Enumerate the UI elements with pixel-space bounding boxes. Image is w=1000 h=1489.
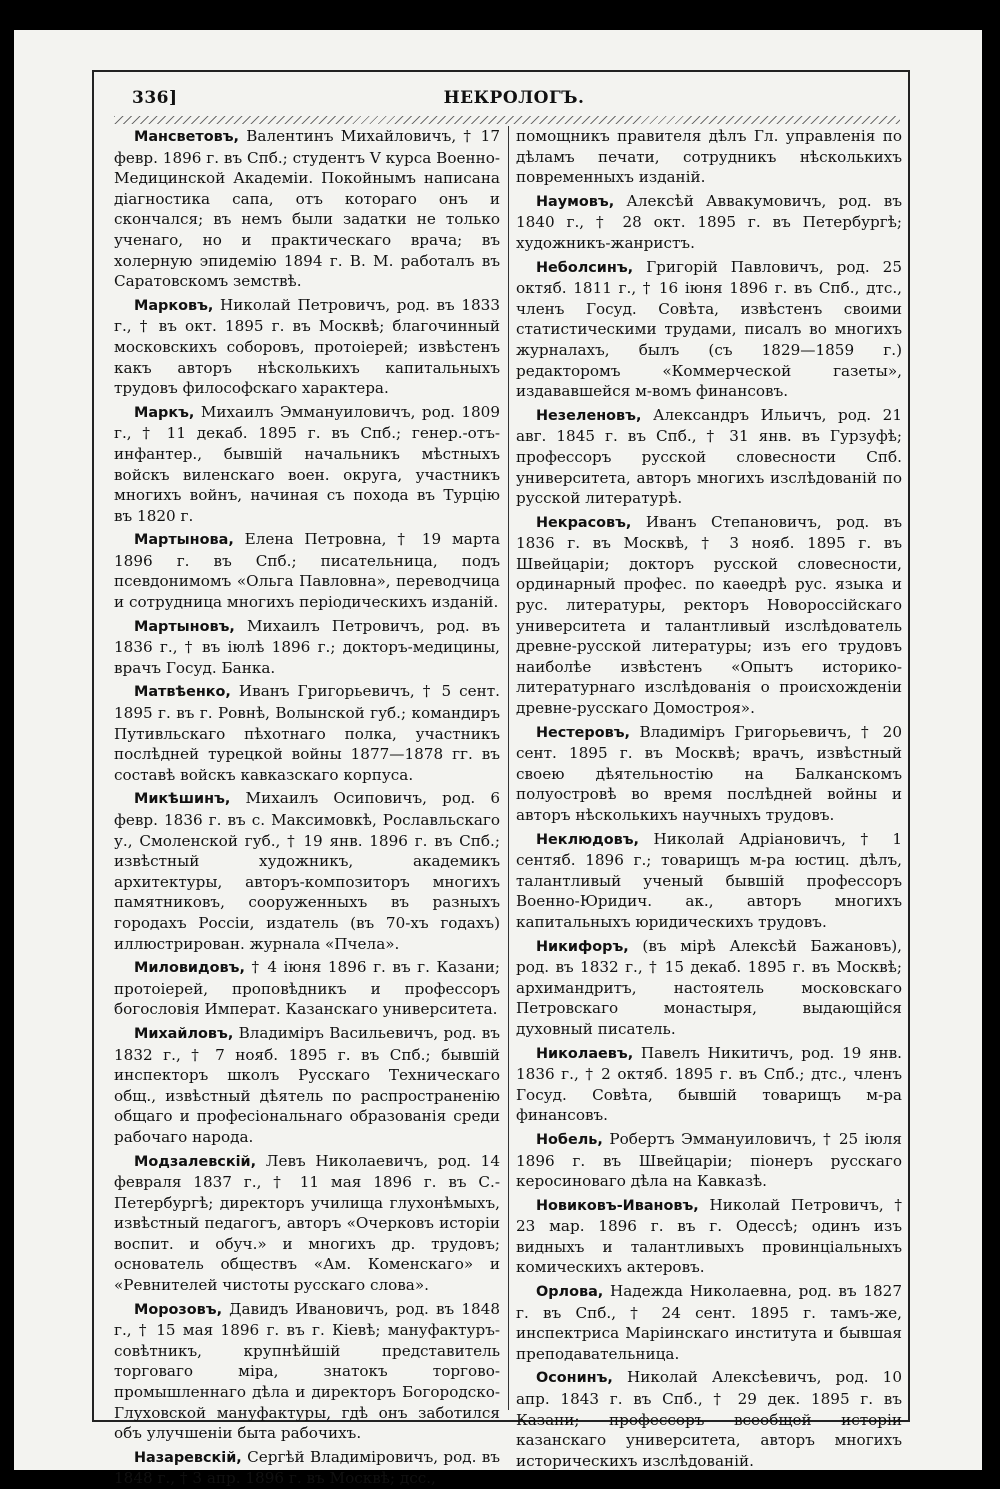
obituary-entry	[516, 829, 902, 933]
entry-text: Владимiръ Васильевичъ, род. въ 1832 г., † 7 нояб. 1895 г. въ Спб.; бывшiй инспекторъ школъ Русскаго Техническаго общ., извѣстный дѣятель по распространенiю общаго и професiональнаго образованiя среди рабочаго народа.	[114, 1023, 500, 1146]
obituary-entry	[516, 936, 902, 1040]
entry-text: помощникъ правителя дѣлъ Гл. управленiя по дѣламъ печати, сотрудникъ нѣсколькихъ повременныхъ изданiй.	[516, 127, 902, 187]
obituary-entry	[114, 295, 500, 399]
entry-text: Григорiй Павловичъ, род. 25 октяб. 1811 г., † 16 iюня 1896 г. въ Спб., дтс., членъ Госуд. Совѣта, извѣстенъ своими статистическими трудами, писалъ во многихъ журналахъ, былъ (съ 1829—1859 г.) редакторомъ «Коммерческой газеты», издававшейся м-вомъ финансовъ.	[516, 257, 902, 401]
entry-name: Мартынова,	[134, 532, 234, 549]
column-divider	[508, 126, 509, 1410]
entry-text: Иванъ Степановичъ, род. въ 1836 г. въ Москвѣ, † 3 нояб. 1895 г. въ Швейцарiи; докторъ русской словесности, ординарный профес. по каѳедрѣ рус. языка и рус. литературы, ректоръ Новороссiйскаго университета и талантливый изслѣдователь древне-русской литературы; изъ его трудовъ наиболѣе извѣстенъ «Опытъ историко-литературнаго изслѣдованiя о происхожденiи древне-русскаго Домостроя».	[516, 512, 902, 718]
entry-text: Левъ Николаевичъ, род. 14 февраля 1837 г., † 11 мая 1896 г. въ С.-Петербургѣ; директоръ училища глухонѣмыхъ, извѣстный педагогъ, авторъ «Очерковъ исторiи воспит. и обуч.» и многихъ др. трудовъ; основатель обществъ «Ам. Коменскаго» и «Ревнителей чистоты русскаго слова».	[114, 1151, 500, 1295]
entry-text: Павелъ Никитичъ, род. 19 янв. 1836 г., † 2 октяб. 1895 г. въ Спб.; дтс., членъ Госуд. Совѣта, бывшiй товарищъ м-ра финансовъ.	[516, 1043, 902, 1125]
page-header	[130, 86, 898, 112]
entry-text: Владимiръ Григорьевичъ, † 20 сент. 1895 г. въ Москвѣ; врачъ, извѣстный своею дѣятельностiю на Балканскомъ полуостровѣ во время послѣдней войны и авторъ нѣсколькихъ научныхъ трудовъ.	[516, 722, 902, 824]
entry-name: Неклюдовъ,	[536, 831, 639, 848]
entry-text: Николай Петровичъ, род. въ 1833 г., † въ окт. 1895 г. въ Москвѣ; благочинный московскихъ соборовъ, протоiерей; извѣстенъ какъ авторъ нѣсколькихъ капитальныхъ трудовъ философскаго характера.	[114, 295, 500, 398]
obituary-entry	[516, 1043, 902, 1126]
entry-text: Валентинъ Михайловичъ, † 17 февр. 1896 г. въ Спб.; студентъ V курса Военно-Медицинской Академiи. Покойнымъ написана дiагностика сапа, отъ котораго онъ и скончался; въ немъ были задатки не только ученаго, но и практическаго врача; въ холерную эпидемiю 1894 г. В. М. работалъ въ Саратовскомъ земствѣ.	[114, 127, 500, 291]
entry-name: Незеленовъ,	[536, 407, 642, 424]
page-number: 336]	[132, 88, 178, 108]
obituary-entry	[114, 788, 500, 954]
entry-name: Микѣшинъ,	[134, 791, 231, 808]
obituary-entry	[516, 126, 902, 188]
entry-name: Матвѣенко,	[134, 684, 231, 701]
entry-name: Нобель,	[536, 1131, 603, 1148]
entry-text: Надежда Николаевна, род. въ 1827 г. въ Спб., † 24 сент. 1895 г. тамъ-же, инспектриса Марiинскаго института и бывшая преподавательница.	[516, 1282, 902, 1363]
entry-text: Робертъ Эммануиловичъ, † 25 iюля 1896 г. въ Швейцарiи; пiонеръ русскаго керосиноваго дѣла на Кавказѣ.	[516, 1129, 902, 1191]
entry-text: Иванъ Григорьевичъ, † 5 сент. 1895 г. въ г. Ровнѣ, Волынской губ.; командиръ Путивльскаго пѣхотнаго полка, участникъ послѣдней турецкой войны 1877—1878 гг. въ составѣ войскъ кавказскаго корпуса.	[114, 682, 500, 784]
obituary-entry	[114, 681, 500, 785]
obituary-entry	[114, 1151, 500, 1296]
obituary-entry	[516, 722, 902, 826]
obituary-entry	[516, 257, 902, 402]
entry-name: Орлова,	[536, 1284, 604, 1301]
obituary-entry	[516, 512, 902, 719]
entry-text: Михаилъ Петровичъ, род. въ 1836 г., † въ iюлѣ 1896 г.; докторъ-медицины, врачъ Госуд. Банка.	[114, 616, 500, 677]
entry-name: Нестеровъ,	[536, 724, 631, 741]
entry-name: Новиковъ-Ивановъ,	[536, 1197, 699, 1214]
obituary-entry	[516, 191, 902, 254]
entry-name: Морозовъ,	[134, 1301, 223, 1318]
entry-text: (въ мiрѣ Алексѣй Бажановъ), род. въ 1832 г., † 15 декаб. 1895 г. въ Москвѣ; архимандритъ, настоятель московскаго Петровскаго монастыря, выдающiйся духовный писатель.	[516, 936, 902, 1038]
entry-name: Некрасовъ,	[536, 514, 632, 531]
entry-name: Неболсинъ,	[536, 259, 634, 276]
entry-text: Елена Петровна, † 19 марта 1896 г. въ Спб.; писательница, подъ псевдонимомъ «Ольга Павловна», переводчица и сотрудница многихъ перiодическихъ изданiй.	[114, 530, 500, 612]
entry-name: Маркъ,	[134, 404, 195, 421]
entry-name: Назаревскiй,	[134, 1449, 242, 1466]
obituary-entry	[516, 1367, 902, 1471]
obituary-entry	[516, 1195, 902, 1278]
entry-name: Никифоръ,	[536, 938, 629, 955]
entry-name: Михайловъ,	[134, 1025, 234, 1042]
entry-text: Давидъ Ивановичъ, род. въ 1848 г., † 15 мая 1896 г. въ г. Кiевѣ; мануфактуръ-совѣтникъ, крупнѣйшiй представитель торговаго мiра, знатокъ торгово-промышленнаго дѣла и директоръ Богородско-Глуховской мануфактуры, гдѣ онъ заботился объ улучшенiи быта рабочихъ.	[114, 1299, 500, 1443]
obituary-entry	[516, 405, 902, 509]
entry-name: Марковъ,	[134, 297, 214, 314]
entry-name: Модзалевскiй,	[134, 1153, 257, 1170]
entry-text: Сергѣй Владимiровичъ, род. въ 1848 г., † 3 апр. 1896 г. въ Москвѣ; дсс.,	[114, 1447, 500, 1488]
obituary-entry	[114, 1447, 500, 1489]
obituary-entry	[114, 1023, 500, 1148]
entry-name: Наумовъ,	[536, 193, 615, 210]
obituary-entry	[114, 957, 500, 1020]
header-rule	[114, 116, 900, 124]
entry-text: Николай Петровичъ, † 23 мар. 1896 г. въ г. Одессѣ; одинъ изъ видныхъ и талантливыхъ провинцiальныхъ комическихъ актеровъ.	[516, 1195, 902, 1277]
right-column	[516, 126, 902, 1470]
entry-text: Николай Адрiановичъ, † 1 сентяб. 1896 г.; товарищъ м-ра юстиц. дѣлъ, талантливый ученый бывшiй профессоръ Военно-Юридич. ак., авторъ многихъ капитальныхъ юридическихъ трудовъ.	[516, 829, 902, 931]
entry-name: Миловидовъ,	[134, 960, 245, 977]
obituary-entry	[114, 616, 500, 679]
entry-text: Алексѣй Аввакумовичъ, род. въ 1840 г., † 28 окт. 1895 г. въ Петербургѣ; художникъ-жанристъ.	[516, 191, 902, 252]
entry-name: Николаевъ,	[536, 1045, 634, 1062]
entry-text: Николай Алексѣевичъ, род. 10 апр. 1843 г. въ Спб., † 29 дек. 1895 г. въ Казани; профессоръ всеобщей исторiи казанскаго университета, авторъ многихъ историческихъ изслѣдованiй.	[516, 1368, 902, 1470]
obituary-entry	[114, 126, 500, 292]
entry-text: † 4 iюня 1896 г. въ г. Казани; протоiерей, проповѣдникъ и профессоръ богословiя Императ. Казанскаго университета.	[114, 958, 500, 1019]
left-column	[114, 126, 500, 1488]
page-title: НЕКРОЛОГЪ.	[443, 88, 585, 108]
obituary-entry	[114, 402, 500, 527]
entry-text: Михаилъ Осиповичъ, род. 6 февр. 1836 г. въ с. Максимовкѣ, Рославльскаго у., Смоленской губ., † 19 янв. 1896 г. въ Спб.; извѣстный художникъ, академикъ архитектуры, авторъ-композиторъ многихъ памятниковъ, сооруженныхъ въ разныхъ городахъ Россiи, издатель (въ 70-хъ годахъ) иллюстрирован. журнала «Пчела».	[114, 789, 500, 953]
entry-name: Осонинъ,	[536, 1370, 613, 1387]
entry-name: Мартыновъ,	[134, 618, 235, 635]
entry-name: Мансветовъ,	[134, 129, 239, 145]
entry-text: Александръ Ильичъ, род. 21 авг. 1845 г. въ Спб., † 31 янв. въ Гурзуфѣ; профессоръ русской словесности Спб. университета, авторъ многихъ изслѣдованiй по русской литературѣ.	[516, 405, 902, 508]
obituary-entry	[516, 1281, 902, 1364]
obituary-entry	[114, 529, 500, 612]
obituary-entry	[114, 1299, 500, 1444]
obituary-entry	[516, 1129, 902, 1192]
entry-text: Михаилъ Эммануиловичъ, род. 1809 г., † 11 декаб. 1895 г. въ Спб.; генер.-отъ-инфантер., бывшiй начальникъ мѣстныхъ войскъ виленскаго воен. округа, участникъ многихъ войнъ, начиная съ похода въ Турцiю въ 1820 г.	[114, 402, 500, 525]
